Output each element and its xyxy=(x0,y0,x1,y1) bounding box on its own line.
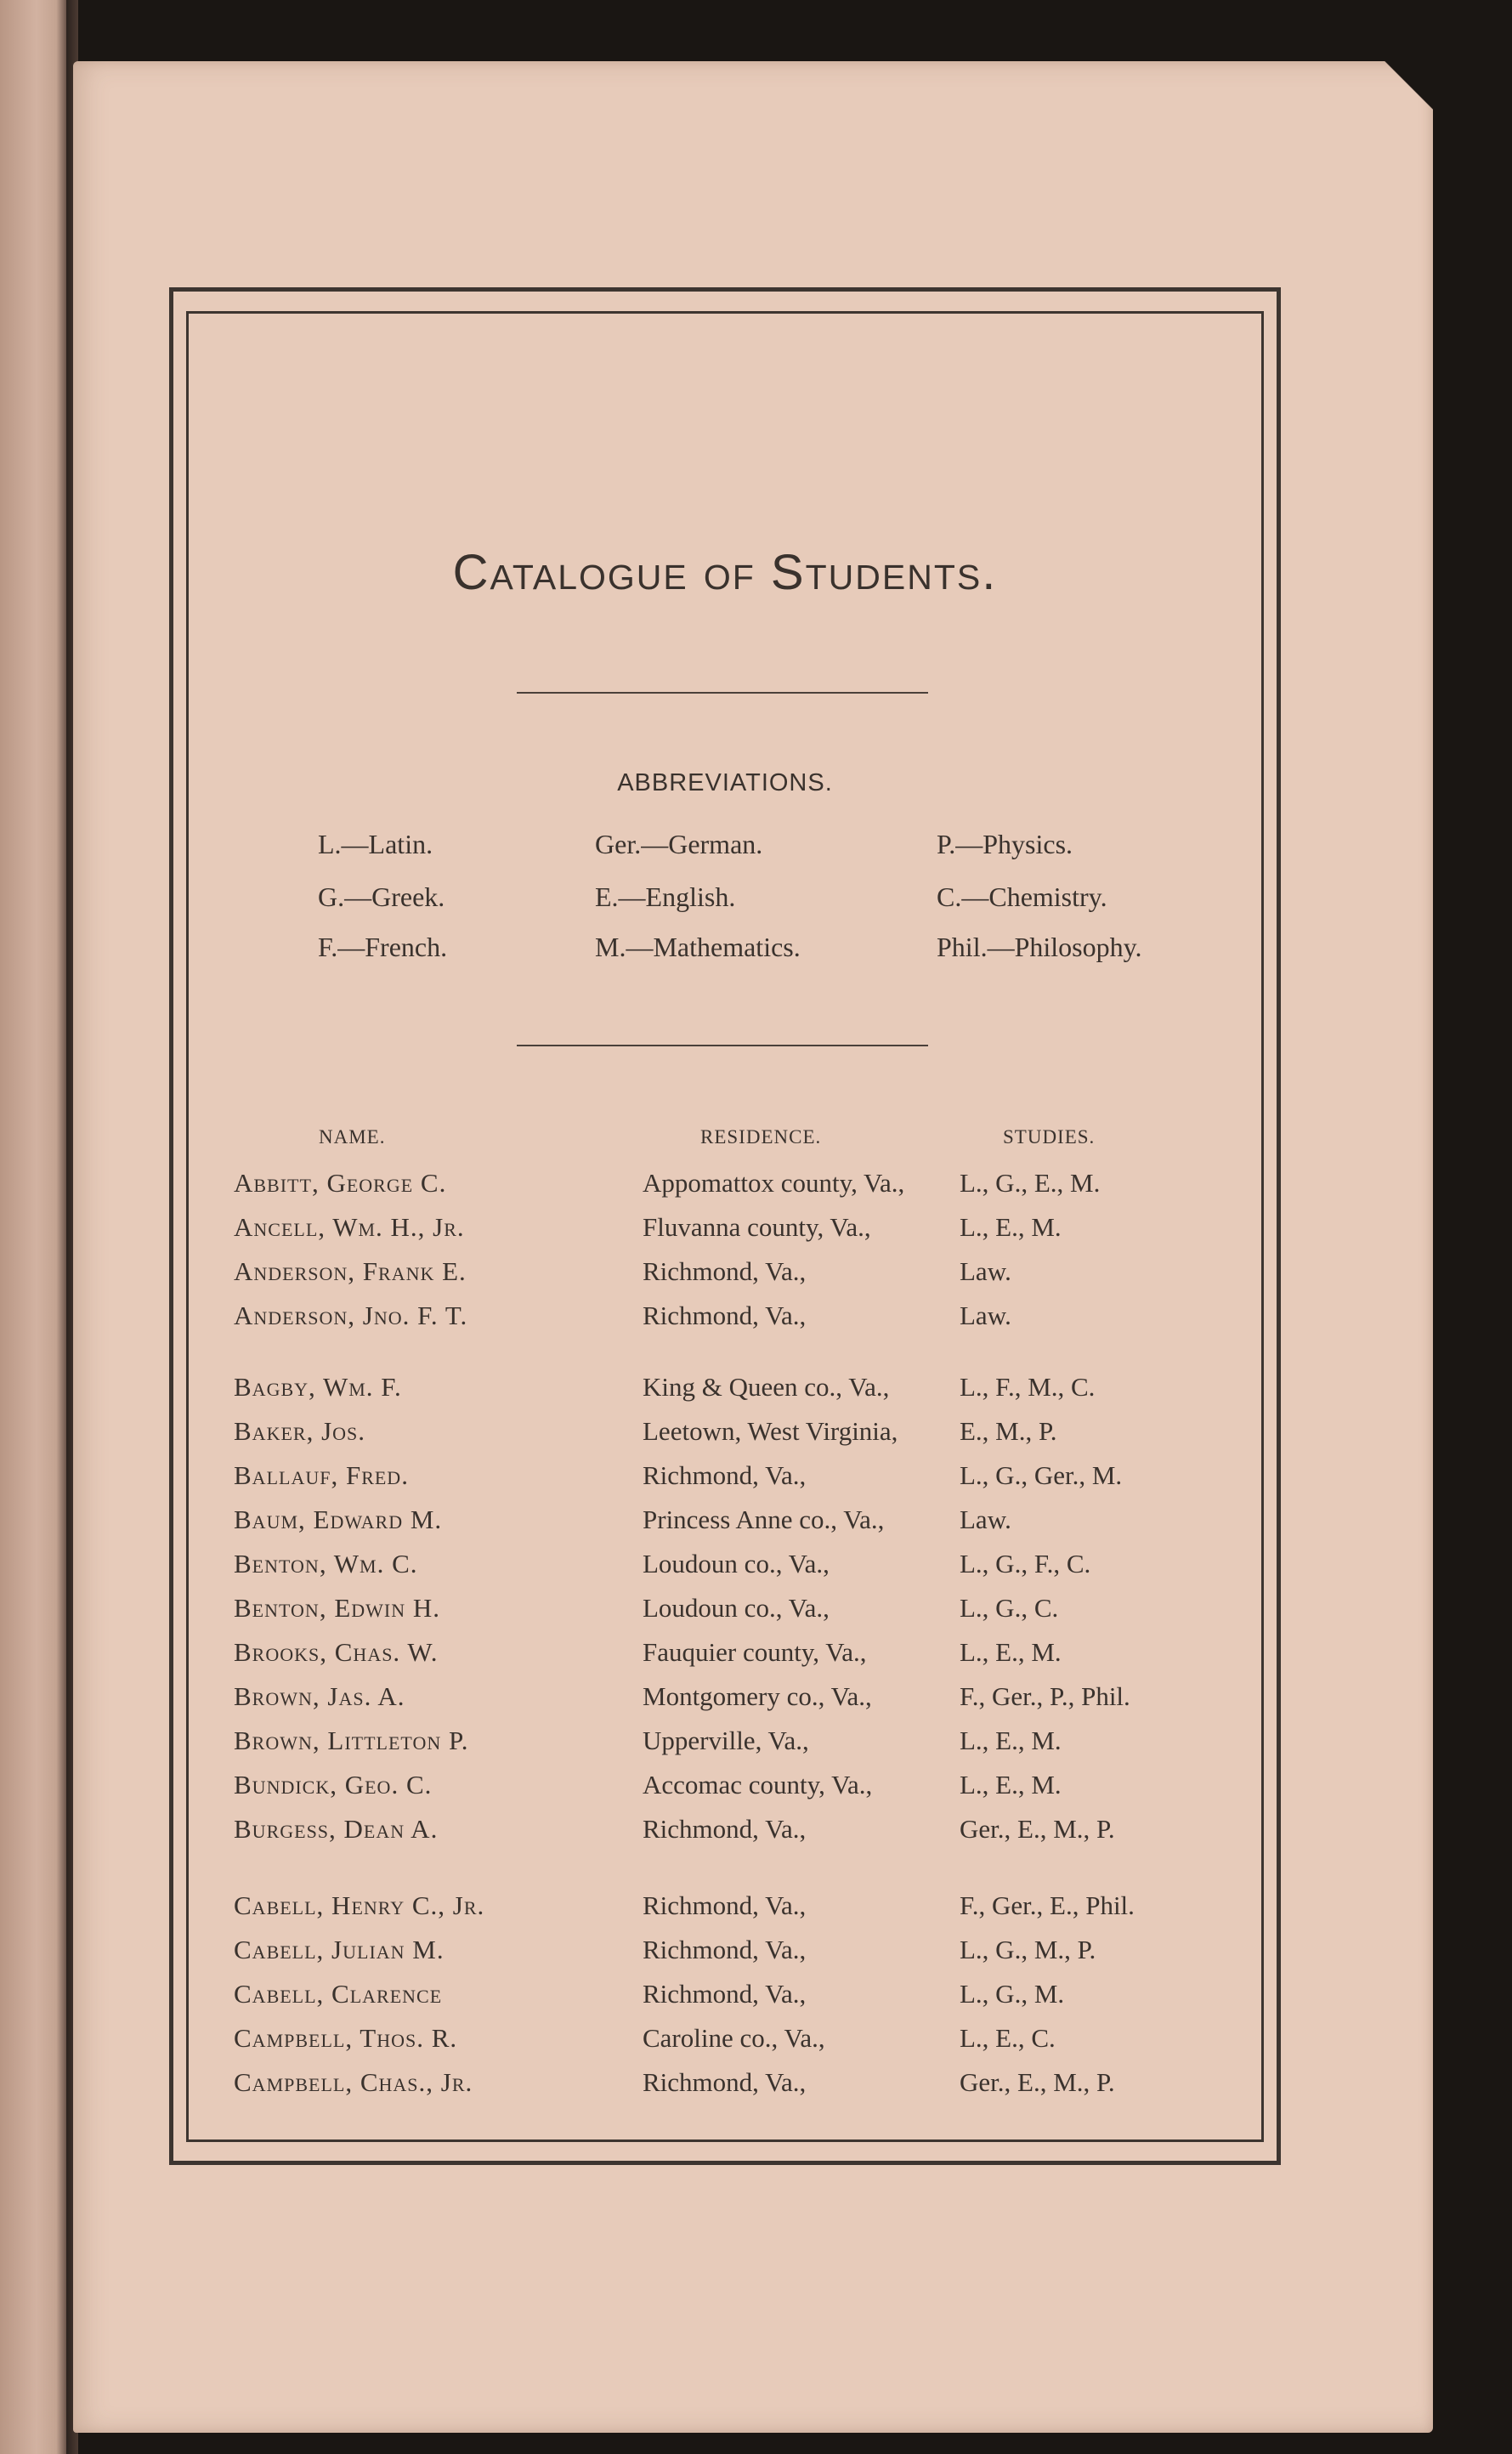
student-residence: Princess Anne co., Va., xyxy=(643,1505,885,1534)
student-name: Benton, Edwin H. xyxy=(234,1593,441,1623)
student-residence: Fauquier county, Va., xyxy=(643,1637,867,1667)
abbreviation-philosophy: Phil.—Philosophy. xyxy=(937,932,1142,962)
student-name: Cabell, Julian M. xyxy=(234,1935,445,1964)
abbreviation-chemistry: C.—Chemistry. xyxy=(937,881,1107,912)
student-studies: F., Ger., E., Phil. xyxy=(960,1890,1135,1920)
student-studies: L., E., M. xyxy=(960,1770,1062,1799)
student-name: Baum, Edward M. xyxy=(234,1505,443,1534)
student-residence: Richmond, Va., xyxy=(643,1301,807,1330)
abbreviation-mathematics: M.—Mathematics. xyxy=(595,932,801,962)
table-row xyxy=(0,1814,1512,1848)
table-row xyxy=(0,1890,1512,1924)
table-row xyxy=(0,1505,1512,1539)
student-name: Anderson, Frank E. xyxy=(234,1256,467,1286)
title-divider xyxy=(517,692,928,694)
student-residence: Montgomery co., Va., xyxy=(643,1681,872,1711)
column-header-name: NAME. xyxy=(319,1126,386,1148)
table-row xyxy=(0,1460,1512,1494)
student-residence: Richmond, Va., xyxy=(643,1460,807,1490)
table-row xyxy=(0,2023,1512,2057)
student-studies: L., G., E., M. xyxy=(960,1168,1101,1198)
student-studies: L., E., M. xyxy=(960,1637,1062,1667)
student-residence: King & Queen co., Va., xyxy=(643,1372,890,1402)
student-residence: Richmond, Va., xyxy=(643,1890,807,1920)
table-row xyxy=(0,1416,1512,1450)
student-residence: Richmond, Va., xyxy=(643,1935,807,1964)
student-studies: F., Ger., P., Phil. xyxy=(960,1681,1130,1711)
student-name: Campbell, Thos. R. xyxy=(234,2023,458,2053)
student-residence: Appomattox county, Va., xyxy=(643,1168,905,1198)
table-row xyxy=(0,1212,1512,1246)
table-row xyxy=(0,1726,1512,1760)
student-residence: Richmond, Va., xyxy=(643,1814,807,1844)
column-header-studies: STUDIES. xyxy=(1003,1126,1096,1148)
table-row xyxy=(0,1256,1512,1290)
student-residence: Loudoun co., Va., xyxy=(643,1549,830,1578)
student-name: Campbell, Chas., Jr. xyxy=(234,2067,473,2097)
student-name: Cabell, Clarence xyxy=(234,1979,443,2009)
page-title: Catalogue of Students. xyxy=(452,545,998,600)
student-studies: Law. xyxy=(960,1505,1011,1534)
student-studies: L., G., M., P. xyxy=(960,1935,1096,1964)
student-name: Bagby, Wm. F. xyxy=(234,1372,402,1402)
student-studies: L., F., M., C. xyxy=(960,1372,1096,1402)
student-name: Ballauf, Fred. xyxy=(234,1460,409,1490)
student-studies: L., G., Ger., M. xyxy=(960,1460,1123,1490)
student-residence: Richmond, Va., xyxy=(643,1979,807,2009)
abbreviation-latin: L.—Latin. xyxy=(318,829,433,859)
student-studies: Ger., E., M., P. xyxy=(960,2067,1115,2097)
abbreviation-greek: G.—Greek. xyxy=(318,881,445,912)
student-name: Abbitt, George C. xyxy=(234,1168,447,1198)
abbreviations-heading: ABBREVIATIONS. xyxy=(617,769,833,796)
student-studies: E., M., P. xyxy=(960,1416,1057,1446)
student-studies: Law. xyxy=(960,1301,1011,1330)
student-name: Burgess, Dean A. xyxy=(234,1814,439,1844)
abbreviation-physics: P.—Physics. xyxy=(937,829,1073,859)
page-corner-wear xyxy=(1365,61,1433,112)
student-residence: Upperville, Va., xyxy=(643,1726,809,1755)
student-residence: Richmond, Va., xyxy=(643,1256,807,1286)
student-name: Benton, Wm. C. xyxy=(234,1549,418,1578)
table-row xyxy=(0,1681,1512,1715)
table-row xyxy=(0,1770,1512,1804)
student-studies: L., G., C. xyxy=(960,1593,1059,1623)
table-row xyxy=(0,1637,1512,1671)
student-studies: L., G., M. xyxy=(960,1979,1065,2009)
student-residence: Caroline co., Va., xyxy=(643,2023,825,2053)
student-name: Ancell, Wm. H., Jr. xyxy=(234,1212,465,1242)
table-row xyxy=(0,2067,1512,2101)
column-header-residence: RESIDENCE. xyxy=(700,1126,822,1148)
student-residence: Loudoun co., Va., xyxy=(643,1593,830,1623)
student-residence: Accomac county, Va., xyxy=(643,1770,873,1799)
table-row xyxy=(0,1301,1512,1335)
student-studies: L., G., F., C. xyxy=(960,1549,1091,1578)
student-name: Brown, Jas. A. xyxy=(234,1681,405,1711)
student-name: Brooks, Chas. W. xyxy=(234,1637,439,1667)
student-residence: Richmond, Va., xyxy=(643,2067,807,2097)
student-residence: Fluvanna county, Va., xyxy=(643,1212,871,1242)
table-row xyxy=(0,1979,1512,2013)
table-row xyxy=(0,1593,1512,1627)
student-residence: Leetown, West Virginia, xyxy=(643,1416,898,1446)
table-row xyxy=(0,1168,1512,1202)
student-name: Bundick, Geo. C. xyxy=(234,1770,433,1799)
abbreviations-divider xyxy=(517,1045,928,1046)
student-studies: Ger., E., M., P. xyxy=(960,1814,1115,1844)
student-name: Cabell, Henry C., Jr. xyxy=(234,1890,485,1920)
student-studies: L., E., M. xyxy=(960,1212,1062,1242)
student-name: Baker, Jos. xyxy=(234,1416,366,1446)
student-name: Anderson, Jno. F. T. xyxy=(234,1301,468,1330)
student-studies: Law. xyxy=(960,1256,1011,1286)
table-row xyxy=(0,1935,1512,1969)
abbreviation-german: Ger.—German. xyxy=(595,829,763,859)
student-studies: L., E., M. xyxy=(960,1726,1062,1755)
abbreviation-french: F.—French. xyxy=(318,932,448,962)
student-name: Brown, Littleton P. xyxy=(234,1726,469,1755)
table-row xyxy=(0,1372,1512,1406)
student-studies: L., E., C. xyxy=(960,2023,1056,2053)
table-row xyxy=(0,1549,1512,1583)
abbreviation-english: E.—English. xyxy=(595,881,736,912)
